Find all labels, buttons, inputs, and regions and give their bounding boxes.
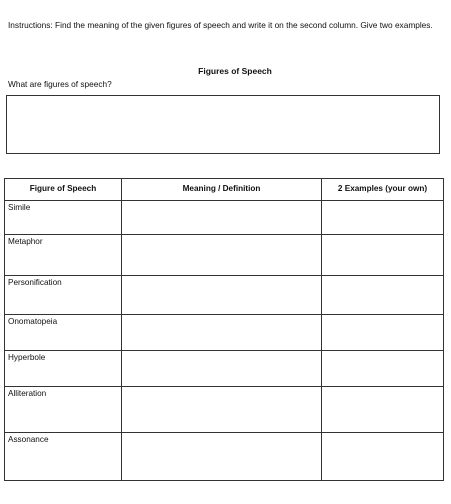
examples-cell[interactable] xyxy=(322,315,444,351)
examples-cell[interactable] xyxy=(322,387,444,433)
table-header-row xyxy=(5,179,444,201)
row-term-hyperbole: Hyperbole xyxy=(5,351,122,387)
column-header-meaning: Meaning / Definition xyxy=(122,179,322,201)
examples-cell[interactable] xyxy=(322,276,444,315)
table-row xyxy=(5,201,444,235)
examples-cell[interactable] xyxy=(322,433,444,481)
table-row xyxy=(5,235,444,276)
figures-of-speech-table xyxy=(4,178,444,481)
meaning-cell[interactable] xyxy=(122,201,322,235)
column-header-examples: 2 Examples (your own) xyxy=(322,179,444,201)
meaning-cell[interactable] xyxy=(122,315,322,351)
row-term-metaphor: Metaphor xyxy=(5,235,122,276)
table-row xyxy=(5,387,444,433)
meaning-cell[interactable] xyxy=(122,433,322,481)
meaning-cell[interactable] xyxy=(122,276,322,315)
table-row xyxy=(5,276,444,315)
row-term-onomatopeia: Onomatopeia xyxy=(5,315,122,351)
examples-cell[interactable] xyxy=(322,351,444,387)
row-term-personification: Personification xyxy=(5,276,122,315)
answer-box[interactable] xyxy=(6,95,440,154)
row-term-simile: Simile xyxy=(5,201,122,235)
column-header-figure: Figure of Speech xyxy=(5,179,122,201)
examples-cell[interactable] xyxy=(322,201,444,235)
meaning-cell[interactable] xyxy=(122,387,322,433)
meaning-cell[interactable] xyxy=(122,351,322,387)
page-title: Figures of Speech xyxy=(198,66,272,76)
examples-cell[interactable] xyxy=(322,235,444,276)
table-row xyxy=(5,315,444,351)
instructions-text: Instructions: Find the meaning of the given figures of speech and write it on the second column. Give two examples. xyxy=(8,20,433,30)
table-row xyxy=(5,433,444,481)
row-term-assonance: Assonance xyxy=(5,433,122,481)
table-row xyxy=(5,351,444,387)
row-term-alliteration: Alliteration xyxy=(5,387,122,433)
meaning-cell[interactable] xyxy=(122,235,322,276)
question-label: What are figures of speech? xyxy=(8,79,112,89)
